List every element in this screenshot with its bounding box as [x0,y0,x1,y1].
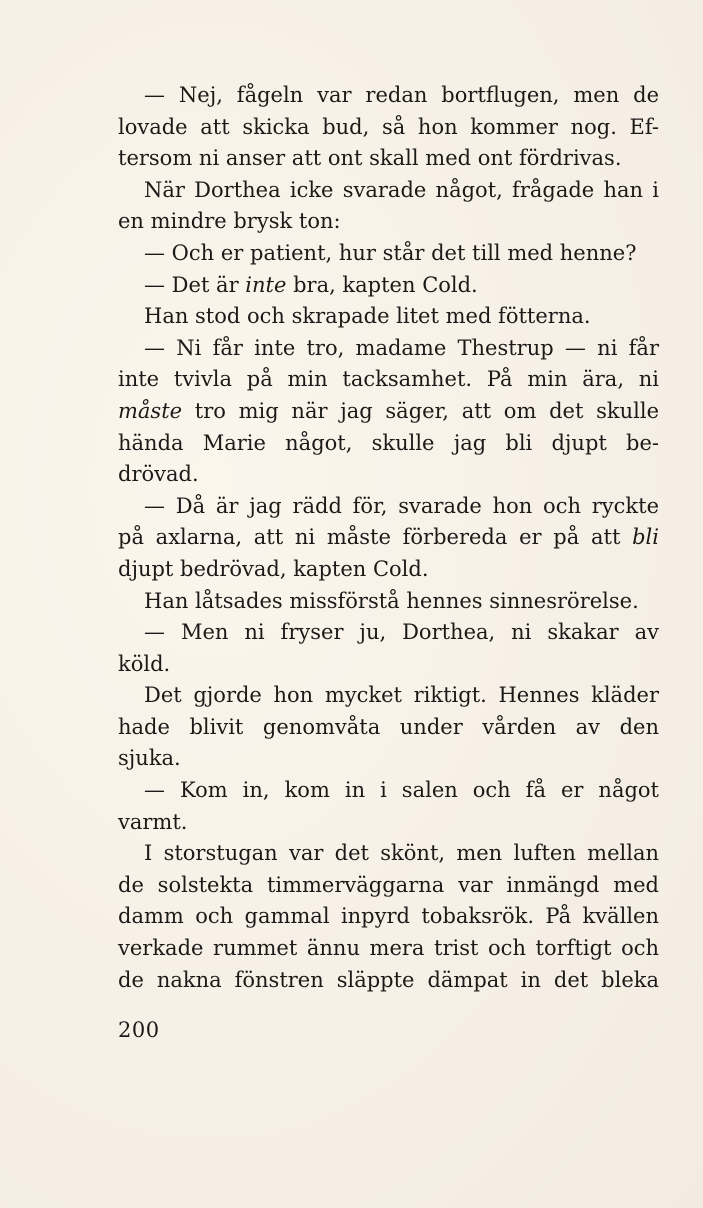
text-line: varmt. [118,809,188,834]
text-line: Det gjorde hon mycket riktigt. Hennes kläder [144,683,659,708]
text-line: lovade att skicka bud, så hon kommer nog. Ef- [118,114,659,139]
emphasis: bli [632,525,659,550]
text-line: — Nej, fågeln var redan bortflugen, men de [144,83,659,107]
page-number: 200 [118,1018,160,1042]
text-line: Han stod och skrapade litet med fötterna. [144,304,591,329]
text-line: — Ni får inte tro, madame Thestrup — ni får [144,335,659,360]
text-line: I storstugan var det skönt, men luften mellan [144,841,659,866]
text-line: — Och er patient, hur står det till med henne? [144,240,637,265]
text-line: — Men ni fryser ju, Dorthea, ni skakar av [144,620,659,645]
emphasis: inte [245,272,287,297]
text-line: Han låtsades missförstå hennes sinnesrörelse. [144,588,639,613]
text-line: de nakna fönstren släppte dämpat in det bleka [118,967,659,992]
body-text [118,80,659,996]
text-line: sjuka. [118,746,181,771]
text-line: När Dorthea icke svarade något, frågade han i [144,177,659,202]
text-line: damm och gammal inpyrd tobaksrök. På kvällen [118,904,659,929]
text-line: hända Marie något, skulle jag bli djupt be- [118,430,659,455]
text-line: de solstekta timmerväggarna var inmängd med [118,872,659,897]
text-line: på axlarna, att ni måste förbereda er på att bli [118,525,659,550]
text-line: tersom ni anser att ont skall med ont fördrivas. [118,146,622,171]
text-line: drövad. [118,462,199,487]
text-line: en mindre brysk ton: [118,209,341,234]
text-line: — Kom in, kom in i salen och få er något [144,778,659,803]
text-line: — Det är inte bra, kapten Cold. [144,272,478,297]
text-line: hade blivit genomvåta under vården av den [118,714,659,739]
text-line: — Då är jag rädd för, svarade hon och ryckte [144,493,659,518]
text-line: djupt bedrövad, kapten Cold. [118,556,429,581]
text-line: inte tvivla på min tacksamhet. På min ära, ni [118,367,659,392]
text-line: verkade rummet ännu mera trist och torftigt och [118,936,659,961]
text-line: köld. [118,651,171,676]
text-line: måste tro mig när jag säger, att om det skulle [118,398,659,423]
emphasis: måste [118,398,183,423]
